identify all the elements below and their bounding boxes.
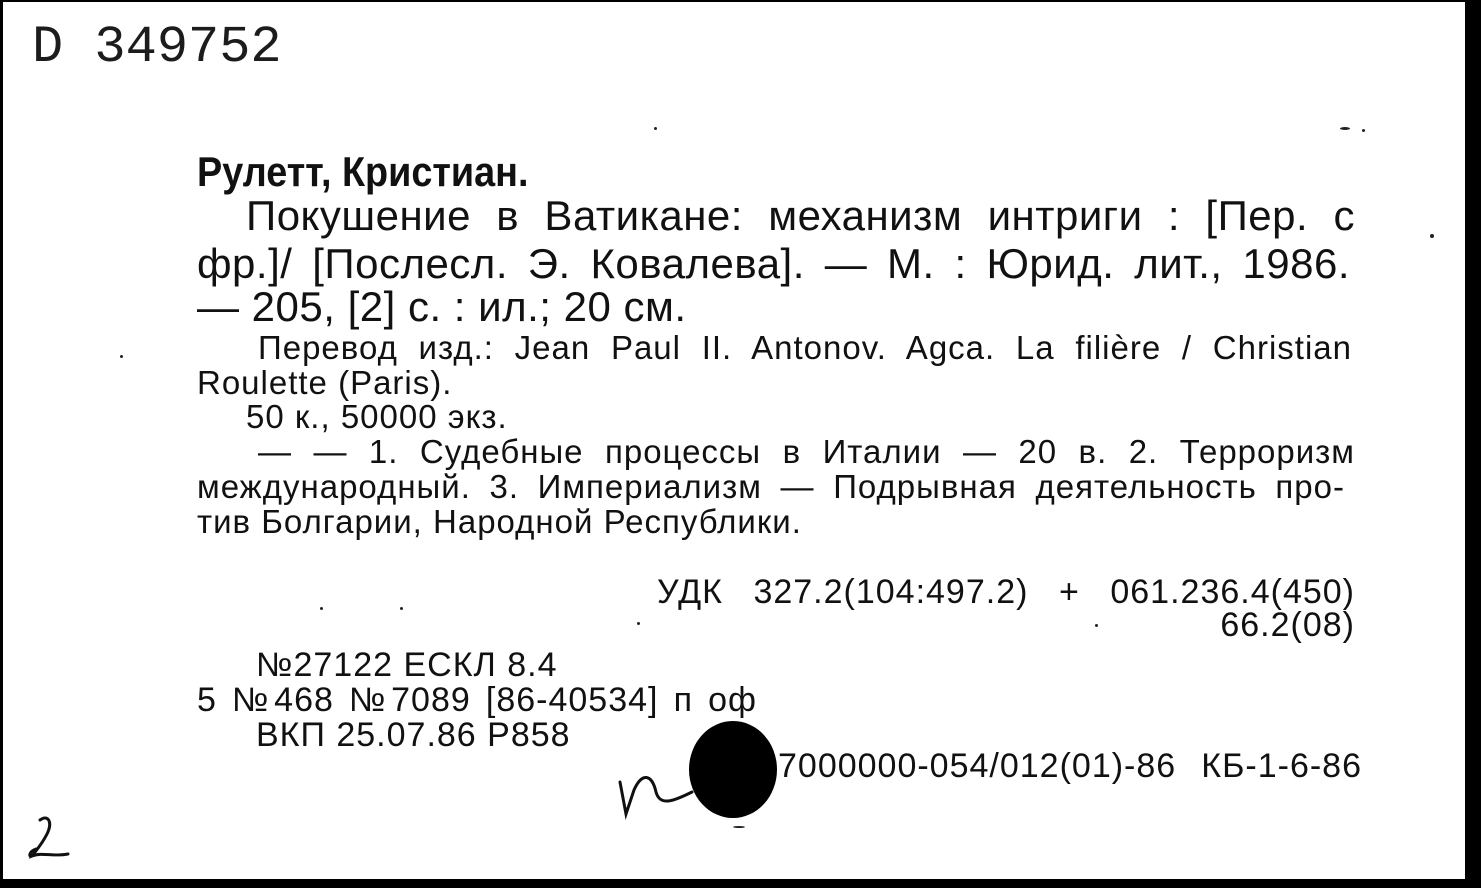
scan-speck — [1362, 129, 1365, 132]
handwritten-numeral-mark — [26, 812, 72, 864]
bbk-classification: 66.2(08) — [1220, 606, 1355, 644]
punch-hole-icon — [689, 721, 777, 818]
catalog-code: 7000000-054/012(01)-86 КБ-1-6-86 — [778, 747, 1362, 785]
scan-speck — [120, 355, 123, 358]
scan-speck — [320, 607, 323, 610]
inventory-number: D 349752 — [32, 18, 282, 77]
scan-speck — [400, 607, 403, 610]
scan-speck — [1340, 127, 1350, 130]
scan-speck — [1095, 624, 1098, 627]
scan-speck — [733, 826, 745, 828]
card-edge-left — [0, 0, 3, 888]
card-edge-bottom — [0, 879, 1481, 888]
subject-headings-line-3: тив Болгарии, Народной Республики. — [197, 503, 802, 540]
card-edge-right — [1465, 0, 1481, 888]
title-line-2: фр.]/ [Послесл. Э. Ковалева]. — М. : Юрид. лит., 1986. — [197, 240, 1350, 287]
production-note-2: 5 №468 №7089 [86-40534] п оф — [197, 681, 757, 719]
subject-headings-line-1: — — 1. Судебные процессы в Италии — 20 в. 2. Терроризм — [258, 433, 1355, 470]
production-note-1: №27122 ЕСКЛ 8.4 — [256, 646, 558, 684]
card-edge-top — [0, 0, 1481, 2]
handwritten-mark — [612, 760, 696, 820]
udc-classification: УДК 327.2(104:497.2) + 061.236.4(450) — [657, 573, 1355, 611]
subject-headings-line-2: международный. 3. Империализм — Подрывная деятельность про- — [197, 468, 1345, 505]
original-edition-line-2: Roulette (Paris). — [197, 364, 453, 401]
scan-speck — [654, 127, 657, 130]
title-line-3: — 205, [2] с. : ил.; 20 см. — [197, 283, 687, 330]
original-edition-line-1: Перевод изд.: Jean Paul II. Antonov. Agca. La filière / Christian — [258, 329, 1352, 366]
production-note-3: ВКП 25.07.86 Р858 — [256, 716, 571, 754]
title-line-1: Покушение в Ватикане: механизм интриги : [Пер. с — [246, 192, 1355, 239]
author-heading: Рулетт, Кристиан. — [197, 148, 529, 195]
scan-speck — [1430, 234, 1434, 238]
price-and-print-run: 50 к., 50000 экз. — [246, 398, 508, 435]
scan-speck — [637, 622, 640, 625]
